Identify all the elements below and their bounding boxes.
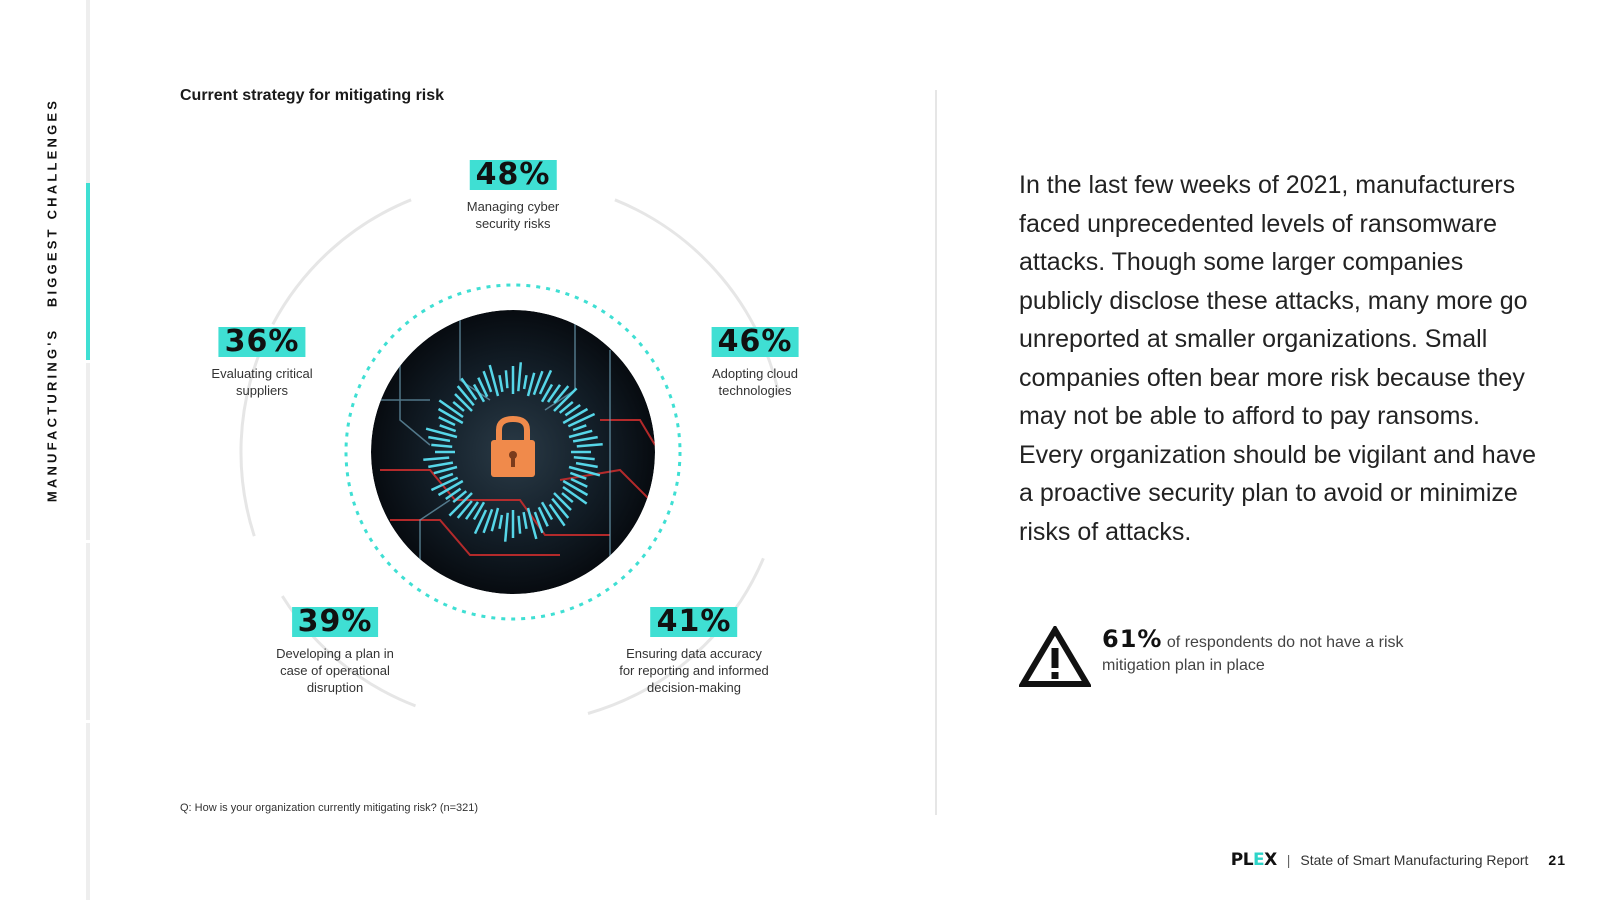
section-title-part2: BIGGEST CHALLENGES <box>44 97 60 308</box>
burst-ray <box>506 370 508 388</box>
stat-label: Managing cyber security risks <box>466 199 560 231</box>
stat-value: 46% <box>712 327 799 357</box>
stat-value: 48% <box>470 160 557 190</box>
outer-arc <box>273 200 411 324</box>
chart-title: Current strategy for mitigating risk <box>180 87 445 104</box>
stat-adopting-cloud <box>711 324 799 399</box>
warning-icon <box>1019 626 1091 688</box>
callout-value: 61% <box>1102 625 1163 653</box>
stat-label: Ensuring data accuracy for reporting and informed decision-making <box>619 646 769 695</box>
stat-value: 36% <box>219 327 306 357</box>
callout-text: of respondents do not have a risk mitigation plan in place <box>1102 634 1404 674</box>
footer-separator: | <box>1286 852 1291 868</box>
stat-developing-plan <box>276 604 394 696</box>
stat-evaluating-suppliers <box>211 324 313 399</box>
logo-text-1: PL <box>1230 850 1254 870</box>
stat-managing-cyber-security <box>466 157 560 232</box>
body-paragraph: In the last few weeks of 2021, manufacturers faced unprecedented levels of ransomware attacks. Though some larger companies publicly disclose these attacks, many more go unreported at smaller organizations. Small companies often bear more risk because they may not be able to afford to pay ransoms. Every organization should be vigilant and have a proactive security plan to avoid or minimize risks of attacks. <box>1019 171 1537 546</box>
page-footer <box>1231 850 1566 870</box>
plex-logo <box>1231 850 1277 870</box>
risk-callout <box>1102 625 1462 677</box>
stat-ensuring-data-accuracy <box>619 604 769 696</box>
survey-footnote: Q: How is your organization currently mitigating risk? (n=321) <box>180 802 479 814</box>
section-title-part1: MANUFACTURING'S <box>44 327 60 503</box>
stat-label: Adopting cloud technologies <box>711 366 798 398</box>
stat-value: 39% <box>292 607 379 637</box>
page-number: 21 <box>1548 852 1566 868</box>
logo-text-3: X <box>1264 850 1277 870</box>
stat-label: Evaluating critical suppliers <box>211 366 313 398</box>
stat-label: Developing a plan in case of operational disruption <box>276 646 394 695</box>
burst-ray <box>519 516 521 534</box>
column-divider <box>935 90 937 815</box>
logo-text-2: E <box>1253 850 1265 870</box>
stat-value: 41% <box>651 607 738 637</box>
report-name: State of Smart Manufacturing Report <box>1300 852 1529 868</box>
